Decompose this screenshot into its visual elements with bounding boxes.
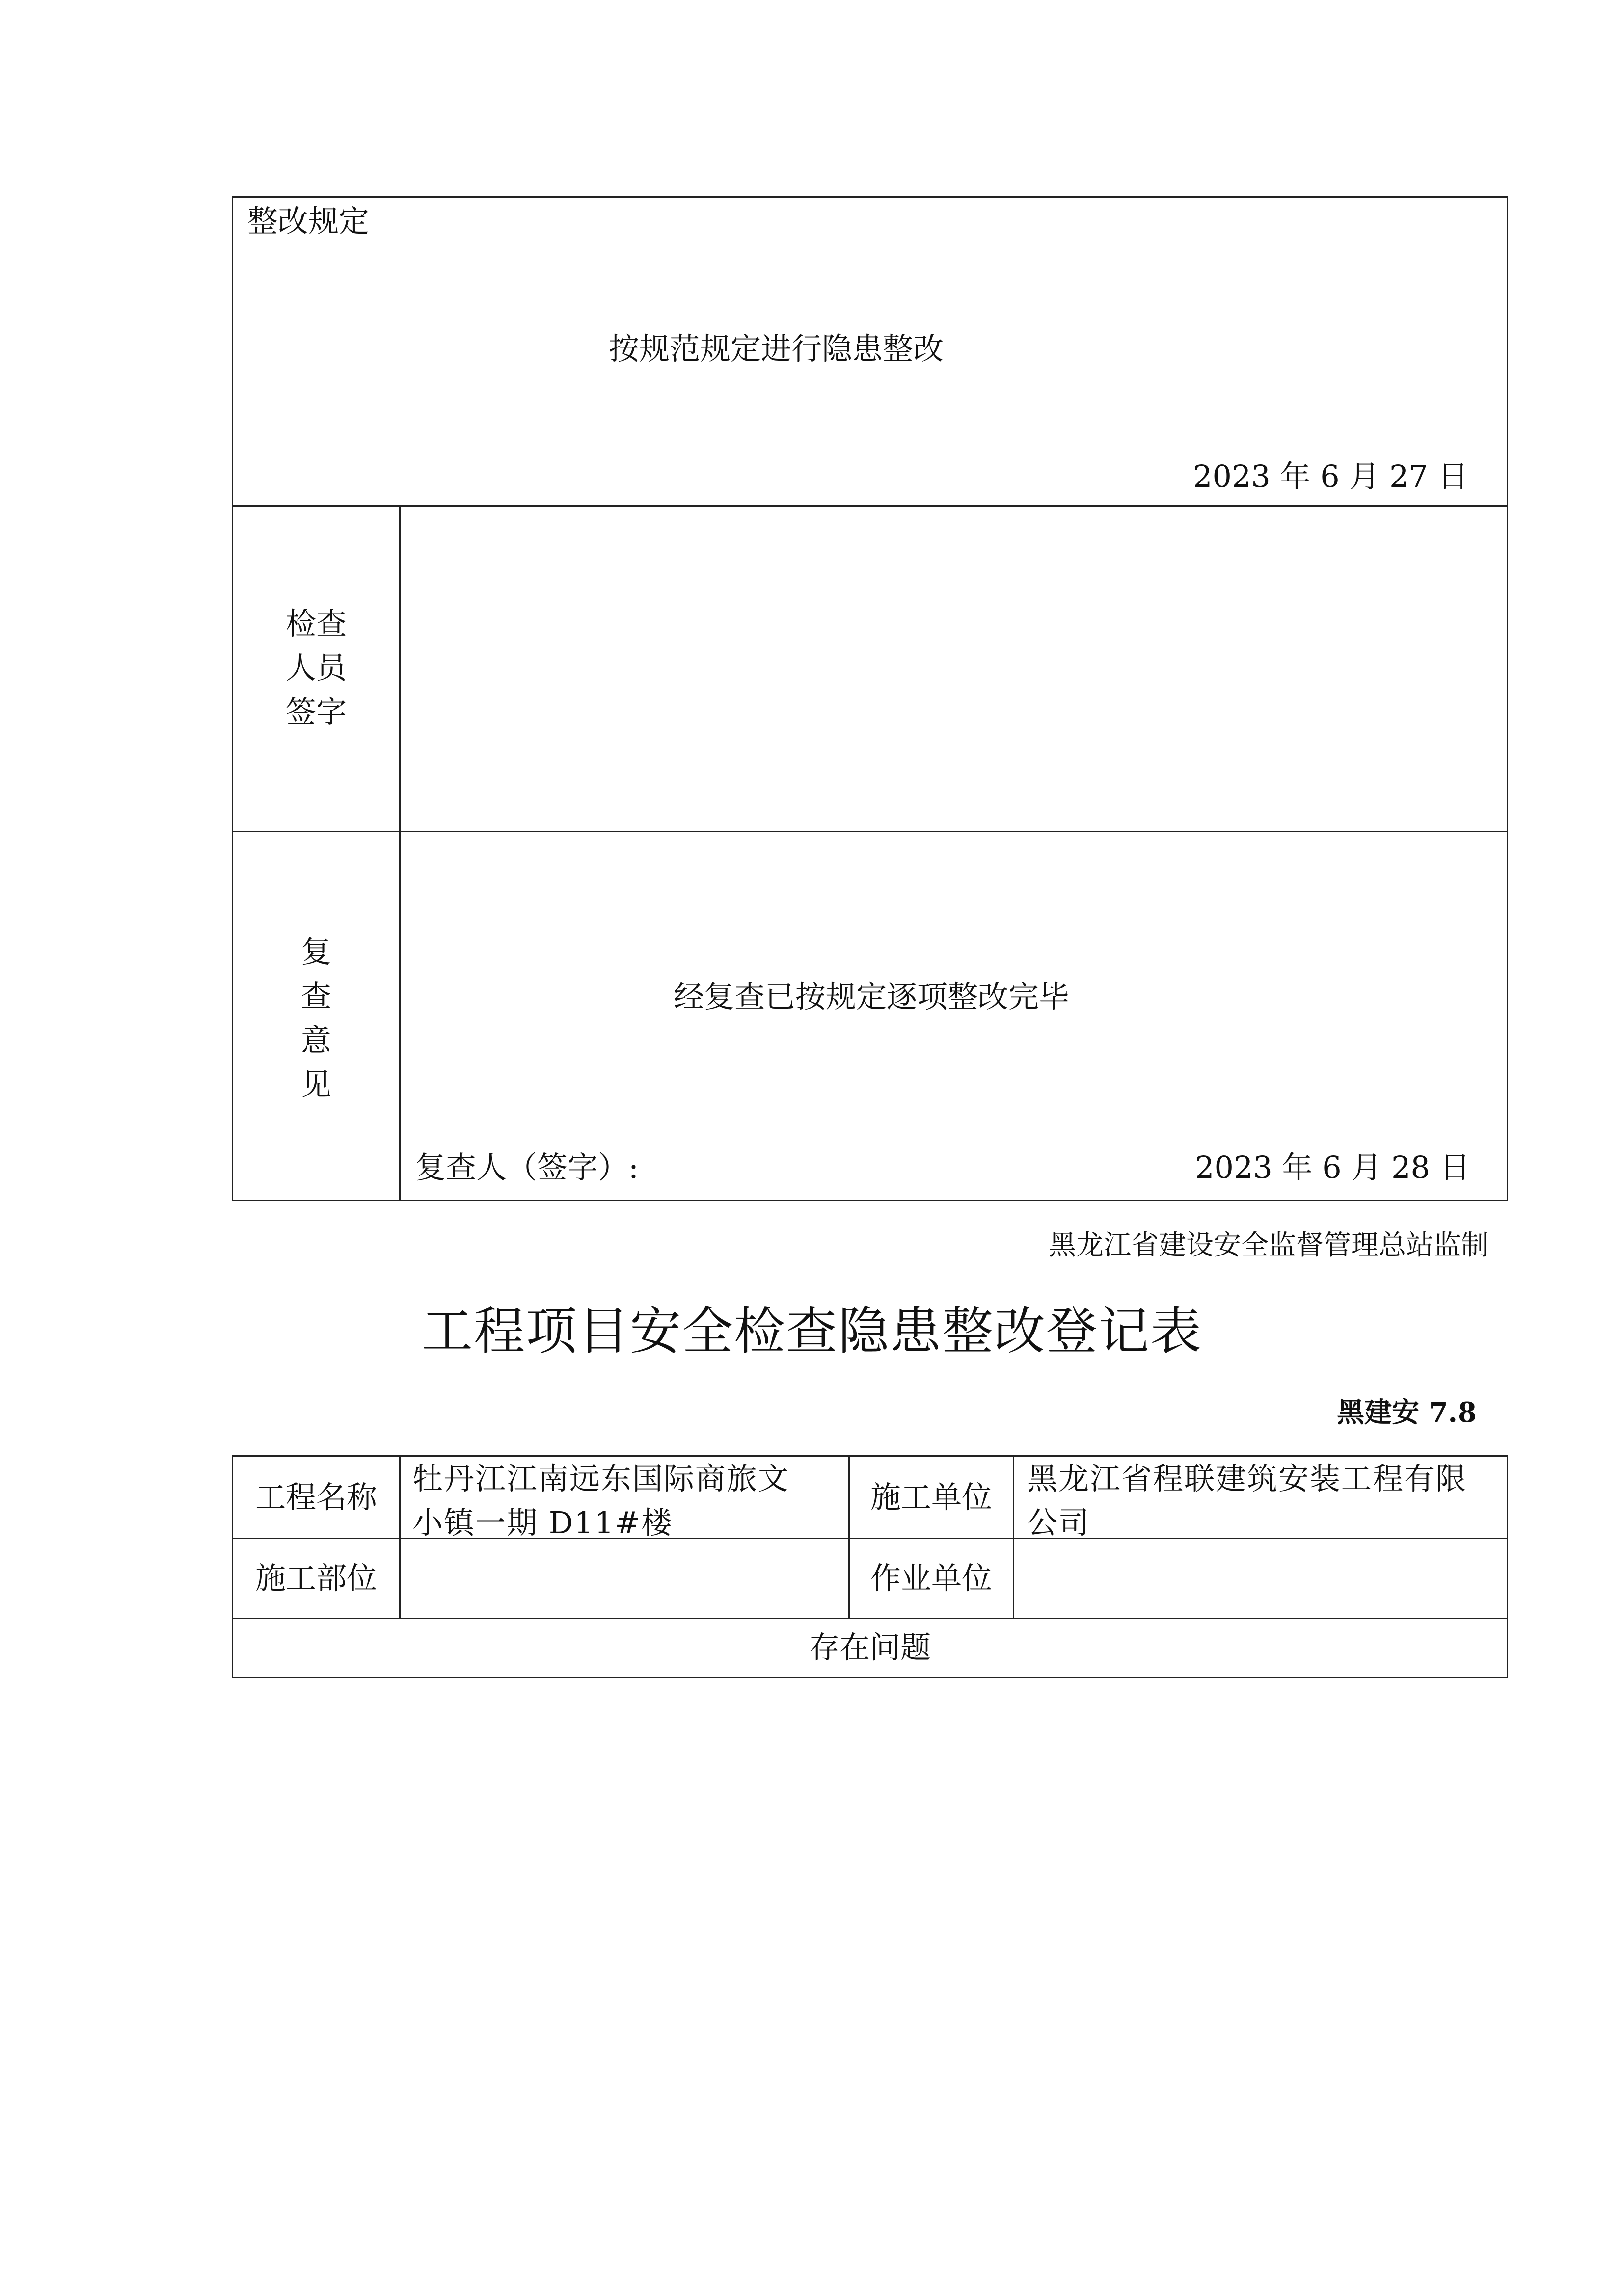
- construction-part-label: 施工部位: [255, 1560, 377, 1596]
- project-name-line-2: 小镇一期 D11#楼: [412, 1505, 673, 1541]
- construction-unit-label: 施工单位: [870, 1479, 992, 1515]
- inspector-signature-area[interactable]: [399, 505, 1508, 832]
- construction-unit-value: [1027, 1457, 1467, 1545]
- review-opinion-area: [399, 831, 1508, 1201]
- review-text: 经复查已按规定逐项整改完毕: [674, 979, 1070, 1015]
- project-name-line-1: 牡丹江江南远东国际商旅文: [412, 1461, 790, 1496]
- reviewer-signature: 复查人（签字）:: [415, 1149, 639, 1185]
- review-label-line-3: 意: [300, 1022, 331, 1058]
- rectification-date: 2023 年 6 月 27 日: [1193, 458, 1468, 494]
- inspector-signature-label-line-1: 检查: [285, 606, 347, 641]
- project-name-value: [412, 1457, 789, 1545]
- inspector-signature-label-line-2: 人员: [285, 650, 347, 686]
- inspector-signature-label: [232, 602, 401, 734]
- review-label-line-4: 见: [300, 1067, 331, 1102]
- construction-part-value-cell[interactable]: [399, 1538, 850, 1619]
- operation-unit-value-cell[interactable]: [1013, 1538, 1508, 1619]
- issuer-note: 黑龙江省建设安全监督管理总站监制: [1049, 1229, 1489, 1261]
- rectification-label: 整改规定: [247, 203, 370, 239]
- review-label-line-2: 查: [300, 978, 331, 1014]
- review-date: 2023 年 6 月 28 日: [1195, 1149, 1470, 1185]
- existing-problems-label: 存在问题: [809, 1629, 931, 1665]
- review-label: [232, 930, 401, 1107]
- form-code: 黑建安 7.8: [1337, 1396, 1477, 1429]
- rectification-text: 按规范规定进行隐患整改: [609, 331, 944, 367]
- operation-unit-label: 作业单位: [870, 1560, 992, 1596]
- review-label-line-1: 复: [300, 934, 331, 970]
- construction-unit-line-2: 公司: [1027, 1505, 1090, 1541]
- construction-unit-line-1: 黑龙江省程联建筑安装工程有限: [1027, 1461, 1467, 1496]
- inspector-signature-label-line-3: 签字: [285, 694, 347, 730]
- form-title: 工程项目安全检查隐患整改登记表: [421, 1301, 1202, 1361]
- project-name-label: 工程名称: [255, 1479, 377, 1515]
